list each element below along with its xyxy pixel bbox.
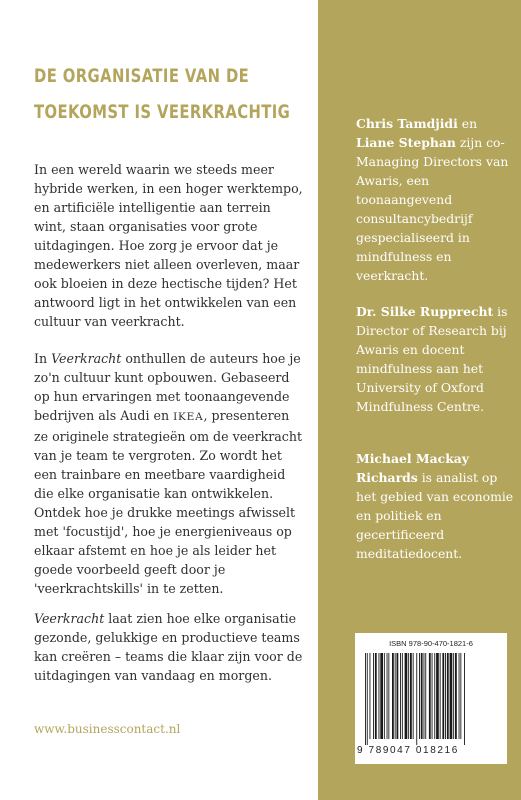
barcode-digits: 9 789047 018216	[357, 745, 459, 756]
publisher-website[interactable]: www.businesscontact.nl	[34, 722, 181, 736]
author-name: Dr. Silke Rupprecht	[356, 304, 494, 319]
book-title-italic: Veerkracht	[51, 351, 122, 366]
blurb-paragraph-1: In een wereld waarin we steeds meer hybride werken, in een hoger werktempo, en artificiële intelligentie aan terrein wint, staan organisaties voor grote uitdagingen. Hoe zorg je ervoor dat je medewerkers niet alleen overleven, maar ook bloeien in deze hectische tijden? Het antwoord ligt in het ontwikkelen van een cultuur van veerkracht.	[34, 162, 303, 329]
bio-connector: en	[457, 116, 478, 131]
book-title-italic: Veerkracht	[34, 611, 105, 626]
ikea-brand: IKEA	[173, 411, 204, 423]
barcode-panel	[355, 633, 507, 764]
author-bio-2	[356, 302, 514, 416]
author-bio-1	[356, 114, 514, 285]
author-name: Chris Tamdjidi	[356, 116, 458, 131]
bio-text: is analist op het gebied van economie en politiek en gecertificeerd meditatiedocent.	[356, 470, 514, 561]
p2-text-c: , presenteren ze originele strategieën om de veerkracht van je team te vergroten. Zo wordt het een trainbare en meetbare vaardigheid die elke organisatie kan ontwikkelen. Ontdek hoe je drukke meetings afwisselt met 'focustijd', hoe je energieniveaus op elkaar afstemt en hoe je als leider het goede voorbeeld geeft door je 'veerkrachtskills' in te zetten.	[34, 408, 303, 596]
p2-text-a: In	[34, 351, 52, 366]
blurb-paragraph-3	[34, 609, 306, 685]
headline-line-2: TOEKOMST IS VEERKRACHTIG	[34, 101, 291, 123]
author-name: Liane Stephan	[356, 135, 456, 150]
author-name: Michael Mackay Richards	[356, 451, 470, 485]
headline	[34, 58, 291, 130]
p3-text-b: laat zien hoe elke organisatie gezonde, gelukkige en productieve teams kan creëren – teams die klaar zijn voor de uitdagingen van vandaag en morgen.	[34, 611, 303, 683]
headline-line-1: DE ORGANISATIE VAN DE	[34, 65, 250, 87]
blurb-paragraph-2	[34, 349, 306, 598]
isbn-label: ISBN 978-90-470-1821-6	[389, 639, 473, 648]
author-bio-3	[356, 449, 514, 563]
barcode-icon	[363, 653, 499, 745]
bio-text: zijn co-Managing Directors van Awaris, een toonaangevend consultancybedrijf gespecialiseerd in mindfulness en veerkracht.	[356, 135, 509, 283]
bio-text: is Director of Research bij Awaris en docent mindfulness aan het University of Oxford Mindfulness Centre.	[356, 304, 508, 414]
p2-text-b: onthullen de auteurs hoe je zo'n cultuur kunt opbouwen. Gebaseerd op hun ervaringen met toonaangevende bedrijven als Audi en	[34, 351, 301, 423]
